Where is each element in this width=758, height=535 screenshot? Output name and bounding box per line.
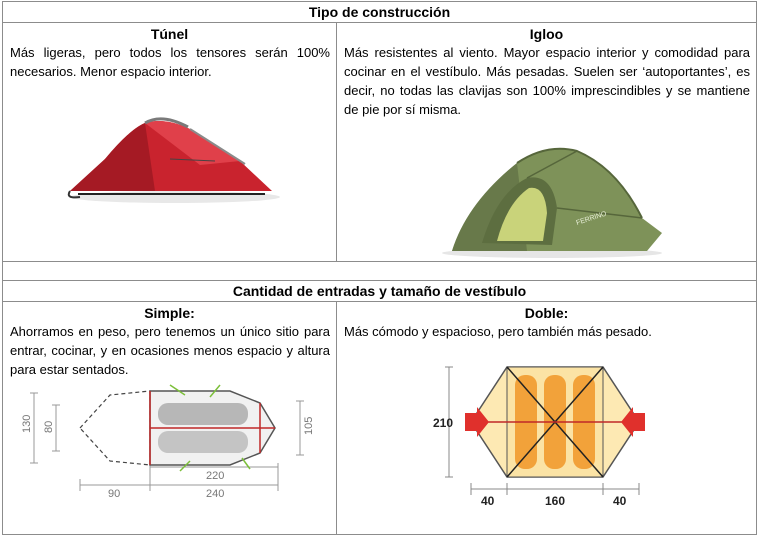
dim-240: 240 xyxy=(205,488,224,500)
cell-igloo xyxy=(337,23,757,262)
dim-40-left: 40 xyxy=(480,494,494,508)
dim-160: 160 xyxy=(544,494,565,508)
heading-igloo: Igloo xyxy=(529,26,564,42)
text-double: Más cómodo y espacioso, pero también más pesado. xyxy=(344,324,652,339)
section-title-construction: Tipo de construcción xyxy=(3,2,757,23)
igloo-tent-image xyxy=(427,133,667,261)
cell-simple xyxy=(3,302,337,535)
dim-130: 130 xyxy=(20,414,33,433)
text-tunnel: Más ligeras, pero todos los tensores serán 100% necesarios. Menor espacio interior. xyxy=(10,45,330,79)
dim-210: 210 xyxy=(432,416,453,430)
tent-logo-text: FERRINO xyxy=(574,210,608,227)
text-simple: Ahorramos en peso, pero tenemos un único sitio para entrar, cocinar, y en ocasiones menos espacio y altura para estar sentados. xyxy=(10,324,330,377)
cell-tunnel xyxy=(3,23,337,262)
dim-80: 80 xyxy=(42,420,55,433)
text-igloo: Más resistentes al viento. Mayor espacio interior y comodidad para cocinar en el vestíbulo. Más pesadas. Suelen ser ‘autoportantes’, es decir, no todas las clavijas son 100% imprescindibles y se mantiene de pie por sí misma. xyxy=(344,45,750,117)
heading-tunnel: Túnel xyxy=(150,26,189,42)
simple-tent-plan xyxy=(10,383,330,503)
dim-40-right: 40 xyxy=(612,494,626,508)
dim-90: 90 xyxy=(107,488,120,500)
section-title-entrances: Cantidad de entradas y tamaño de vestíbulo xyxy=(3,281,757,302)
double-tent-plan xyxy=(432,349,657,509)
spacer-row xyxy=(3,262,757,281)
heading-double: Doble: xyxy=(524,305,569,321)
tent-comparison-table xyxy=(2,1,757,535)
tunnel-tent-image xyxy=(50,99,290,209)
dim-105: 105 xyxy=(302,416,315,435)
dim-220: 220 xyxy=(205,470,224,482)
cell-double xyxy=(337,302,757,535)
heading-simple: Simple: xyxy=(144,305,195,321)
